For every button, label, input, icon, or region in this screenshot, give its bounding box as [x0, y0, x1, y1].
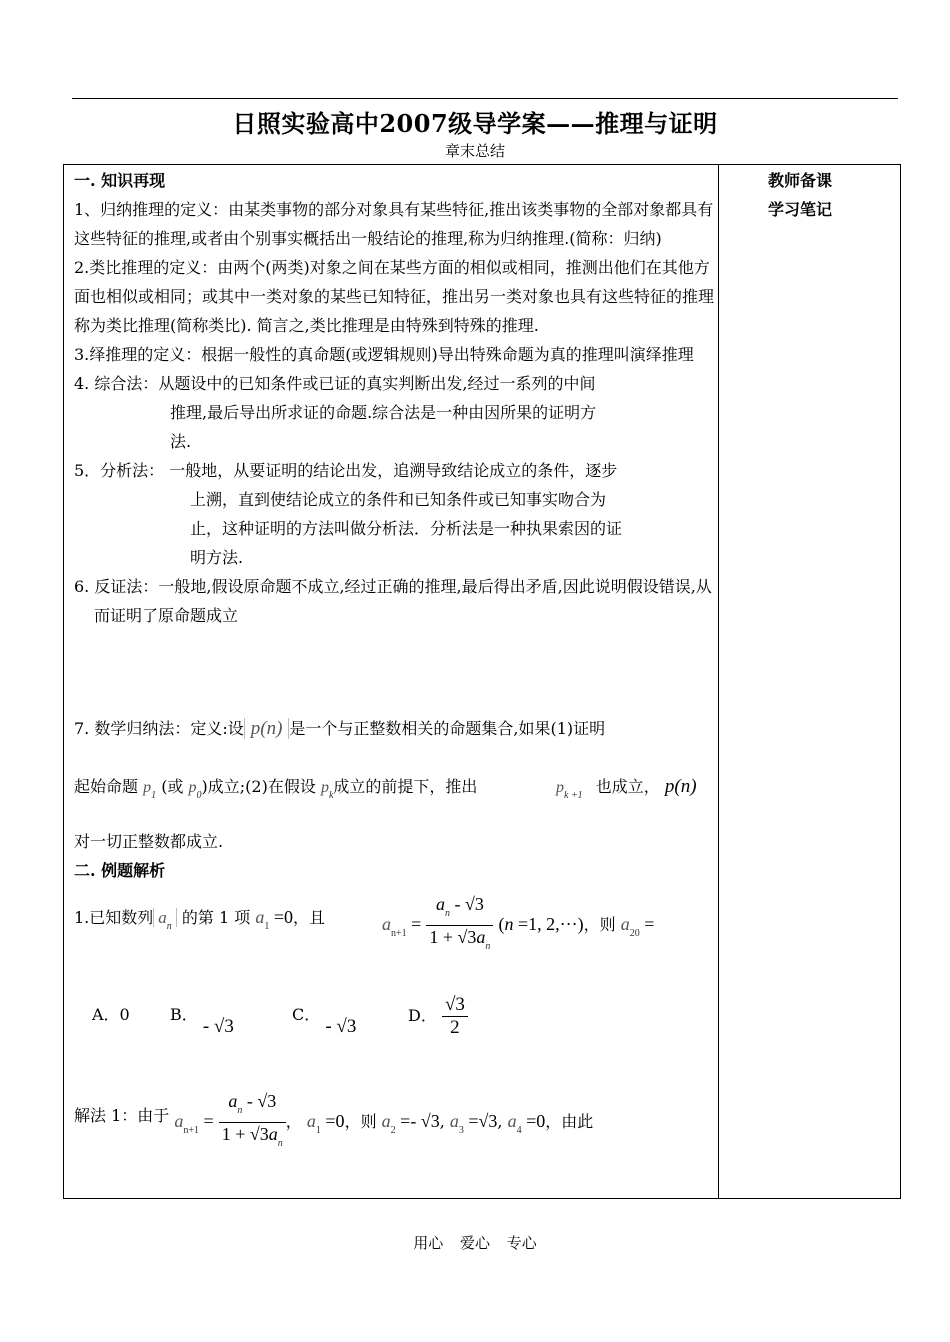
example1-recurrence: [382, 893, 654, 958]
solution-a4: $a_4 =0$: [507, 1111, 546, 1136]
main-content: [74, 166, 714, 630]
induction-line2: [74, 774, 477, 801]
analysis-method-line3: 止，这种证明的方法叫做分析法．分析法是一种执果索因的证: [190, 519, 623, 538]
analysis-method-line2: 上溯，直到使结论成立的条件和已知条件或已知事实吻合为: [190, 490, 607, 509]
contradiction-method: 6. 反证法：一般地,假设原命题不成立,经过正确的推理,最后得出矛盾,因此说明假设错误,从而证明了原命题成立: [74, 577, 712, 625]
solution-a1: $a_1 =0$: [306, 1111, 345, 1136]
solution-then: ，则: [344, 1112, 377, 1131]
formula-an-seq: $a_n$: [153, 908, 177, 927]
formula-p-n: p(n): [244, 718, 290, 739]
notes-label-2: 学习笔记: [768, 200, 833, 219]
formula-n-range: (n =1, 2,···): [498, 914, 584, 934]
induction-statement: 是一个与正整数相关的命题集合,如果(1)证明: [289, 719, 606, 738]
solution-recurrence: $a_{n+1}$ =: [174, 1111, 214, 1136]
analysis-method-line4: 明方法.: [190, 548, 244, 567]
choice-d: [408, 994, 468, 1039]
example1-intro: 1.已知数列: [74, 908, 154, 927]
formula-recurrence: $a_{n+1}$ =: [382, 914, 422, 939]
column-divider: [718, 164, 719, 1199]
page-footer: 用心 爱心 专心: [413, 1234, 537, 1252]
section2-heading: 二. 例题解析: [74, 861, 166, 880]
formula-p0: $p_0$: [188, 779, 202, 801]
choice-b: [170, 1002, 234, 1037]
induction-intro: 7. 数学归纳法：定义:设: [74, 719, 244, 738]
deductive-definition: 3.绎推理的定义：根据一般性的真命题(或逻辑规则)导出特殊命题为真的推理叫演绎推理: [74, 345, 694, 364]
formula-a1-zero: $a_1 =0$: [255, 907, 293, 932]
choice-d-formula: $\frac{√3}{2}$: [442, 994, 468, 1039]
section1-heading: 一. 知识再现: [74, 171, 166, 190]
inductive-definition: 1、归纳推理的定义：由某类事物的部分对象具有某些特征,推出该类事物的全部对象都具有这些特征的推理,或者由个别事实概括出一般结论的推理,称为归纳推理.(简称：归纳): [74, 200, 714, 248]
notes-column: [768, 166, 832, 224]
solution-a3: $a_3 =√3$: [449, 1111, 498, 1136]
induction-premise: 成立的前提下，推出: [333, 777, 478, 796]
analogy-definition: 2.类比推理的定义：由两个(两类)对象之间在某些方面的相似或相同，推测出他们在其他方面也相似或相同；或其中一类对象的某些已知特征，推出另一类对象也具有这些特征的推理称为类比推理(简称类比). 简言之,类比推理是由特殊到特殊的推理.: [74, 258, 715, 335]
solution-comma: ，: [285, 1112, 302, 1131]
solution-line: 解法 1：由于 $a_{n+1}$ = $\frac{a_n - √3}{1 + √3a_n}$ ， $a_1 =0$，则 $a_2 =- √3$, $a_3 =√3$, $a_4 =0$，由此: [74, 1090, 593, 1155]
formula-pk1: $p_{k +1}$: [556, 779, 583, 801]
solution-intro: 解法 1：由于: [74, 1106, 170, 1125]
example1-then: ，则: [583, 915, 616, 934]
formula-recurrence-fraction: $\frac{a_n - √3}{1 + √3a_n}$: [426, 893, 493, 958]
choice-c: [292, 1002, 357, 1037]
example1-and: ，且: [292, 908, 325, 927]
formula-p-n-2: p(n): [664, 776, 697, 797]
page-subtitle: 章末总结: [444, 142, 505, 160]
analysis-method-lead: 5．分析法： 一般地，从要证明的结论出发，追溯导致结论成立的条件，逐步: [74, 461, 618, 480]
example1-first-term-label: 的第 1 项: [181, 908, 251, 927]
induction-start-label: 起始命题: [74, 777, 139, 796]
formula-p1: $p_1$: [143, 779, 157, 801]
synthesis-method-lead: 4. 综合法：从题设中的已知条件或已证的真实判断出发,经过一系列的中间: [74, 374, 596, 393]
choice-a: A．0: [92, 1005, 130, 1024]
induction-also: 也成立，: [595, 777, 660, 796]
top-rule: [72, 98, 898, 99]
synthesis-method-line3: 法.: [170, 432, 192, 451]
example1-question: [74, 905, 325, 932]
page-title: 日照实验高中2007级导学案——推理与证明: [232, 109, 718, 138]
induction-conclusion: 对一切正整数都成立.: [74, 832, 224, 851]
choice-b-formula: - √3: [202, 1016, 234, 1037]
choice-b-label: B．: [170, 1005, 198, 1024]
solution-a2: $a_2 =- √3$: [381, 1111, 440, 1136]
induction-or: (或: [161, 777, 184, 796]
solution-recurrence-fraction: $\frac{a_n - √3}{1 + √3a_n}$: [219, 1090, 286, 1155]
choice-c-label: C．: [292, 1005, 321, 1024]
solution-thus: ，由此: [545, 1112, 594, 1131]
choice-d-label: D．: [408, 1006, 437, 1025]
synthesis-method-line2: 推理,最后导出所求证的命题.综合法是一种由因所果的证明方: [170, 403, 597, 422]
induction-step-label: )成立;(2)在假设: [201, 777, 316, 796]
formula-a20: $a_{20}$ =: [620, 914, 655, 939]
notes-label-1: 教师备课: [768, 171, 833, 190]
induction-line1: [74, 716, 605, 740]
formula-pk: $p_k$: [320, 779, 334, 801]
choice-c-formula: - √3: [325, 1016, 357, 1037]
induction-line2-tail: [556, 774, 697, 801]
